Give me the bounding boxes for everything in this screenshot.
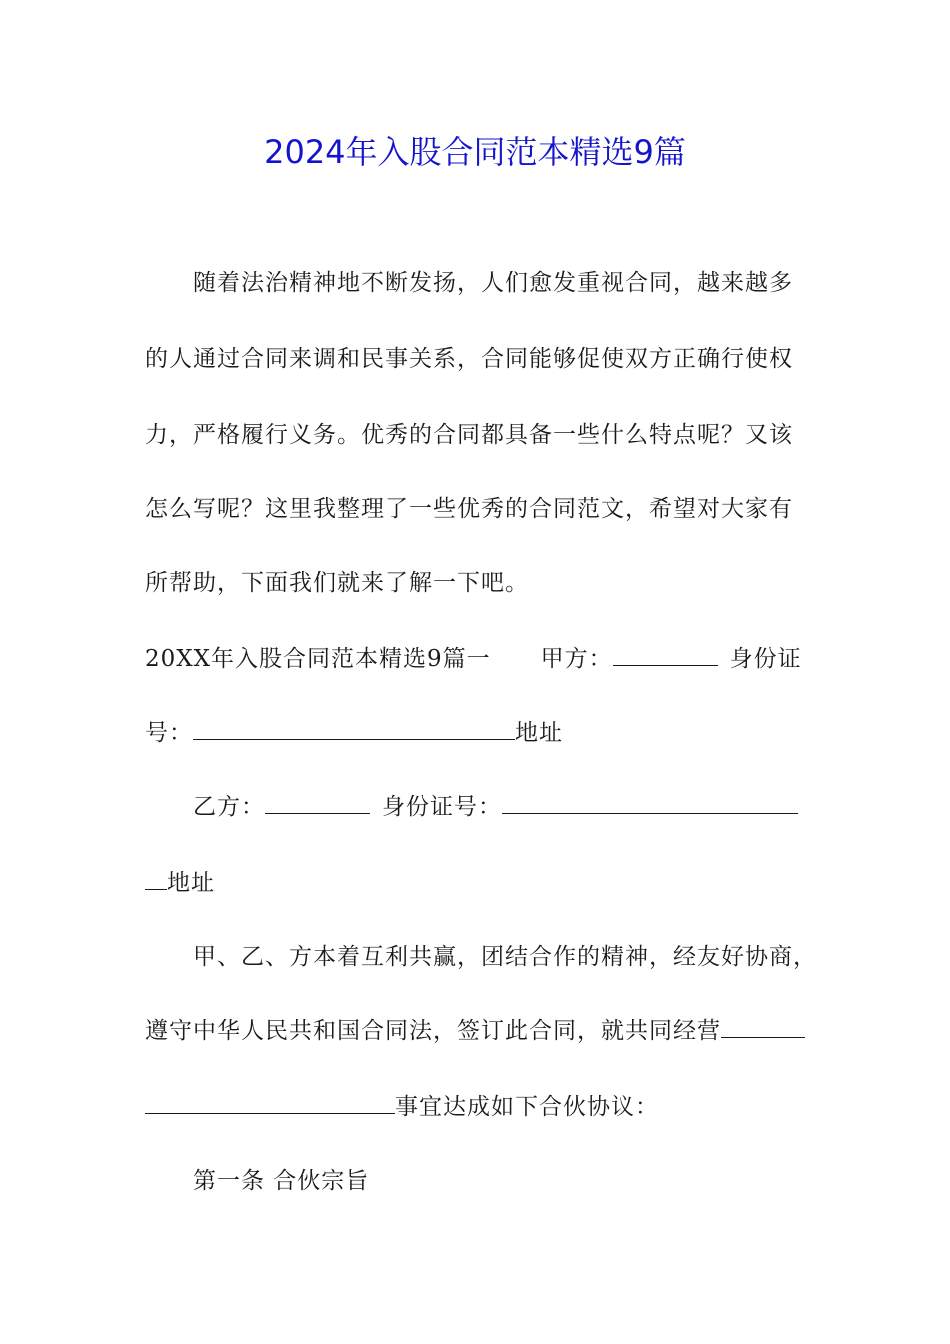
body-line-2-text: 遵守中华人民共和国合同法，签订此合同，就共同经营 bbox=[145, 1018, 721, 1044]
party-a-label: 甲方： bbox=[540, 646, 613, 672]
party-b-id-label: 身份证号： bbox=[382, 794, 502, 820]
party-a-name-blank bbox=[613, 643, 718, 666]
party-a-id-blank bbox=[193, 717, 515, 740]
body-line-3 bbox=[145, 1090, 810, 1124]
party-b-label: 乙方： bbox=[193, 794, 265, 820]
intro-line-4: 怎么写呢？这里我整理了一些优秀的合同范文，希望对大家有 bbox=[145, 496, 793, 522]
intro-line-1: 随着法治精神地不断发扬，人们愈发重视合同，越来越多 bbox=[193, 270, 793, 296]
section-heading: 20XX年入股合同范本精选9篇一 bbox=[145, 646, 491, 672]
document-title: 2024年入股合同范本精选9篇 bbox=[264, 133, 686, 171]
intro-line-2: 的人通过合同来调和民事关系，合同能够促使双方正确行使权 bbox=[145, 346, 793, 372]
party-a-line bbox=[145, 642, 810, 676]
business-blank bbox=[721, 1015, 805, 1038]
party-b-address-line bbox=[145, 866, 810, 900]
party-b-id-blank-cont bbox=[145, 867, 167, 890]
body-line-2 bbox=[145, 1014, 810, 1048]
intro-line-3: 力，严格履行义务。优秀的合同都具备一些什么特点呢？又该 bbox=[145, 422, 793, 448]
party-a-address-label: 地址 bbox=[515, 720, 563, 746]
id-label-part2: 号： bbox=[145, 720, 193, 746]
party-b-name-blank bbox=[265, 791, 370, 814]
intro-line-5: 所帮助，下面我们就来了解一下吧。 bbox=[145, 570, 529, 596]
body-line-1: 甲、乙、方本着互利共赢，团结合作的精神，经友好协商， bbox=[193, 944, 817, 970]
business-blank-cont bbox=[145, 1091, 395, 1114]
party-a-id-line bbox=[145, 716, 810, 750]
party-b-line bbox=[193, 790, 858, 824]
article-1-heading: 第一条 合伙宗旨 bbox=[193, 1168, 370, 1194]
body-line-3-text: 事宜达成如下合伙协议： bbox=[395, 1094, 659, 1120]
id-label-part1: 身份证 bbox=[729, 646, 802, 672]
party-b-address-label: 地址 bbox=[167, 870, 215, 896]
party-b-id-blank bbox=[502, 791, 798, 814]
